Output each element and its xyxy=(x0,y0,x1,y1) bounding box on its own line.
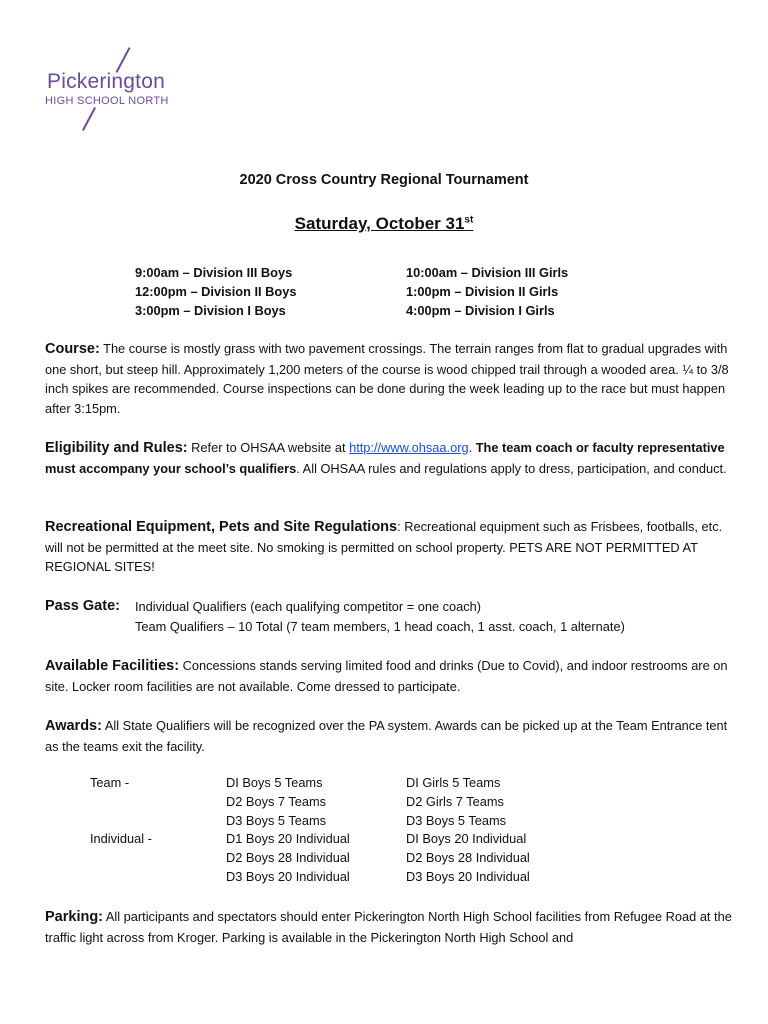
course-text: The course is mostly grass with two pavement crossings. The terrain ranges from flat to gradual upgrades with one short, but steep hill. Approximately 1,200 meters of the course is wood chipped trail through a wooded area. ¼ to 3/8 inch spikes are recommended. Course inspections can be done during the week leading up to the race but must happen after 3:15pm. xyxy=(45,341,729,416)
award-entry: DI Boys 20 Individual xyxy=(406,831,527,847)
awards-team-label: Team - xyxy=(90,775,130,790)
awards-text: All State Qualifiers will be recognized over the PA system. Awards can be picked up at the Team Entrance tent as the teams exit the facility. xyxy=(45,718,728,754)
awards-individual-label: Individual - xyxy=(90,831,152,846)
schedule-item: 1:00pm – Division II Girls xyxy=(406,284,559,299)
award-entry: DI Girls 5 Teams xyxy=(406,775,501,790)
course-heading: Course: xyxy=(45,341,100,357)
awards-heading: Awards: xyxy=(45,718,102,734)
facilities-text: Concessions stands serving limited food and drinks (Due to Covid), and indoor restrooms are on site. Locker room facilities are not available. Come dressed to participate. xyxy=(45,658,728,694)
award-entry: DI Boys 5 Teams xyxy=(226,775,323,790)
schedule-item: 3:00pm – Division I Boys xyxy=(135,303,286,318)
parking-section xyxy=(45,907,735,947)
logo-wordmark: Pickerington xyxy=(47,70,165,93)
schedule-girls xyxy=(406,263,568,320)
award-entry: D3 Boys 20 Individual xyxy=(226,868,350,884)
recreational-section xyxy=(45,517,735,577)
award-entry: D2 Girls 7 Teams xyxy=(406,793,504,809)
recreational-heading: Recreational Equipment, Pets and Site Regulations xyxy=(45,519,398,535)
schedule-item: 4:00pm – Division I Girls xyxy=(406,303,555,318)
logo-slash-top xyxy=(116,47,131,73)
award-entry: D2 Boys 28 Individual xyxy=(406,850,530,866)
parking-text: All participants and spectators should enter Pickerington North High School facilities from Refugee Road at the traffic light across from Kroger. Parking is available in the Pickerington North High School and xyxy=(45,909,732,945)
document-title: 2020 Cross Country Regional Tournament xyxy=(239,172,529,188)
eligibility-bold: The team coach or faculty representative must accompany your school’s qualifiers xyxy=(45,440,725,476)
school-logo xyxy=(44,44,184,132)
awards-girls-column xyxy=(406,774,530,887)
parking-heading: Parking: xyxy=(45,909,104,925)
event-date: Saturday, October 31st xyxy=(294,214,474,233)
facilities-section xyxy=(45,656,735,696)
award-entry: D3 Boys 20 Individual xyxy=(406,868,530,884)
awards-section xyxy=(45,716,735,756)
schedule-item: 9:00am – Division III Boys xyxy=(135,265,293,280)
facilities-heading: Available Facilities: xyxy=(45,658,180,674)
pass-gate-heading: Pass Gate: xyxy=(45,598,120,614)
course-section xyxy=(45,339,735,418)
pass-gate-lines xyxy=(135,597,625,637)
schedule-item: 12:00pm – Division II Boys xyxy=(135,284,297,299)
logo-slash-bottom xyxy=(82,107,96,131)
logo-subtitle: HIGH SCHOOL NORTH xyxy=(45,95,169,107)
awards-table xyxy=(0,774,768,894)
eligibility-heading: Eligibility and Rules: xyxy=(45,440,188,456)
eligibility-section: Eligibility and Rules: Refer to OHSAA website at http://www.ohsaa.org. The team coach or faculty representative must accompany your school’s qualifiers. All OHSAA rules and regulations apply to dress, participation, and conduct. xyxy=(45,440,727,476)
ohsaa-link[interactable]: http://www.ohsaa.org xyxy=(349,440,469,455)
schedule-item: 10:00am – Division III Girls xyxy=(406,265,569,280)
schedule-boys xyxy=(135,263,296,320)
eligibility-post: . All OHSAA rules and regulations apply to dress, participation, and conduct. xyxy=(296,460,727,476)
award-entry: D3 Boys 5 Teams xyxy=(406,812,507,828)
award-entry: D2 Boys 7 Teams xyxy=(226,793,327,809)
recreational-text: : Recreational equipment such as Frisbees, footballs, etc. will not be permitted at the meet site. No smoking is permitted on school property. PETS ARE NOT PERMITTED AT REGIONAL SITES! xyxy=(45,519,723,574)
pass-gate-line: Individual Qualifiers (each qualifying competitor = one coach) xyxy=(135,599,482,614)
award-entry: D3 Boys 5 Teams xyxy=(226,812,327,828)
award-entry: D2 Boys 28 Individual xyxy=(226,850,350,866)
eligibility-pre: Refer to OHSAA website at xyxy=(191,440,346,455)
pass-gate-line: Team Qualifiers – 10 Total (7 team members, 1 head coach, 1 asst. coach, 1 alternate) xyxy=(135,619,625,634)
award-entry: D1 Boys 20 Individual xyxy=(226,831,350,847)
awards-boys-column xyxy=(226,774,350,887)
